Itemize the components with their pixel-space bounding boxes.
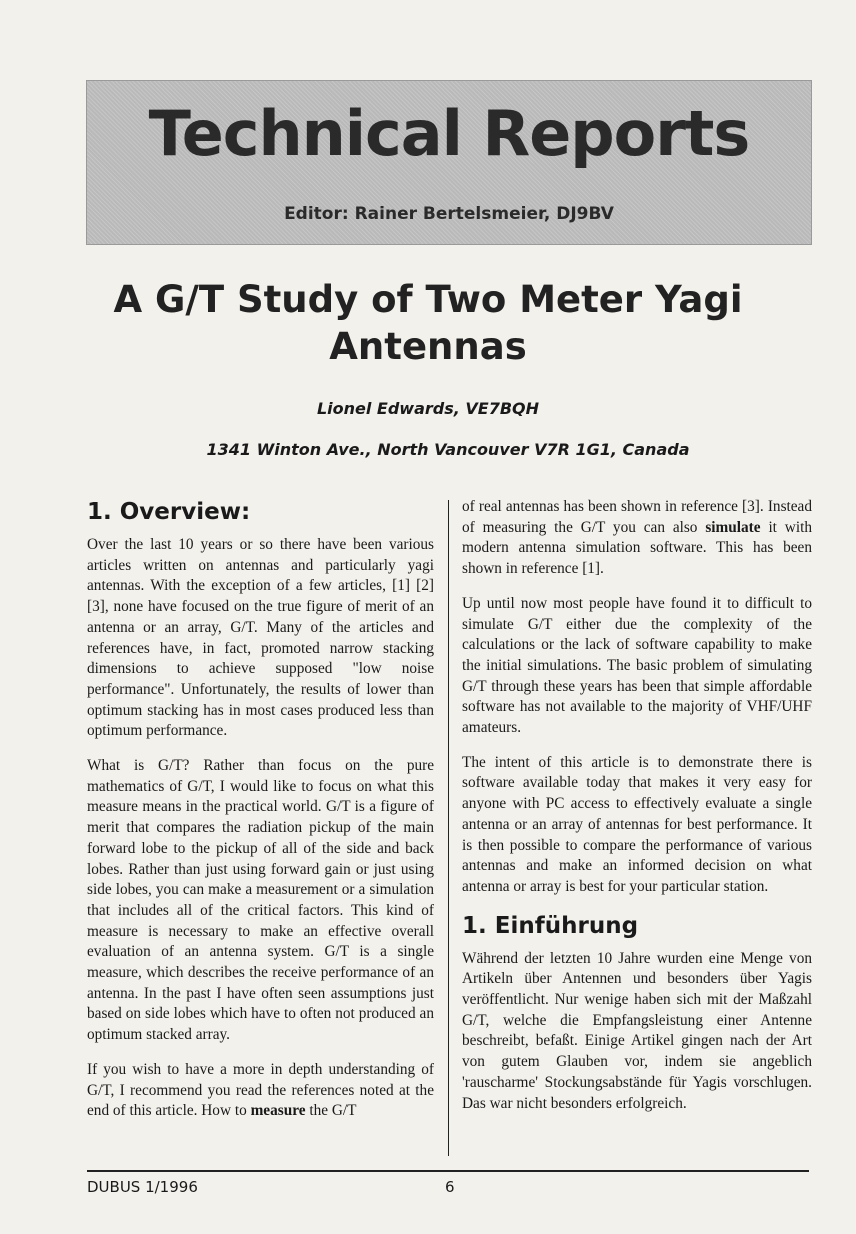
overview-p3-start: If you wish to have a more in depth understanding of G/T, I recommend you read the references noted at the end of this article. How to [87, 1060, 434, 1120]
overview-heading: 1. Overview: [87, 499, 251, 525]
article-address: 1341 Winton Ave., North Vancouver V7R 1G1, Canada [206, 440, 690, 459]
einfuehrung-heading: 1. Einführung [462, 912, 639, 939]
right-paragraph-1 [462, 497, 812, 580]
overview-paragraph-1: Over the last 10 years or so there have been various articles written on antennas and particularly yagi antennas. With the exception of a few articles, [1] [2] [3], none have focused on the true figure of merit of an antenna or an array, G/T. Many of the articles and references have, in fact, promoted narrow stacking dimensions to achieve supposed "low noise performance". Unfortunately, the results of lower than optimum stacking has in most cases produced less than optimum performance. [87, 536, 434, 740]
right-paragraph-2: Up until now most people have found it to difficult to simulate G/T either due the complexity of the calculations or the lack of software capability to make the initial simulations. The basic problem of simulating G/T through these years has been that simple affordable software has not available to the majority of VHF/UHF amateurs. [462, 594, 812, 737]
footer-issue: DUBUS 1/1996 [87, 1178, 198, 1196]
column-divider [448, 500, 449, 1156]
einfuehrung-paragraph: Während der letzten 10 Jahre wurden eine Menge von Artikeln über Antennen und besonders über Yagis veröffentlicht. Nur wenige haben sich mit der Maßzahl G/T, welche die Empfangsleistung einer Antenne beschreibt, befaßt. Einige Artikel gingen nach der Art von gutem Glauben vor, indem sie angeblich 'rauscharme' Stockungsabstände für Yagis vorschlugen. Das war nicht besonders erfolgreich. [462, 949, 812, 1112]
right-paragraph-3: The intent of this article is to demonstrate there is software available today that makes it very easy for anyone with PC access to effectively evaluate a single antenna or an array of antennas for best performance. It is then possible to compare the performance of various antennas and make an informed decision on what antenna or array is best for your particular station. [462, 753, 812, 895]
article-author: Lionel Edwards, VE7BQH [316, 399, 540, 418]
overview-paragraph-2: What is G/T? Rather than focus on the pure mathematics of G/T, I would like to focus on what this measure means in the practical world. G/T is a figure of merit that compares the radiation pickup of the main forward lobe to the pickup of all of the side and back lobes. Rather than just using forward gain or just using side lobes, you can make a measurement or a simulation that includes all of the critical factors. This kind of measure is necessary to make an effective overall evaluation of an antenna system. G/T is a single measure, which describes the receive performance of an antenna. In the past I have often seen assumptions just based on side lobes which have to often not produced an optimum stacked array. [87, 757, 434, 1044]
left-column [87, 498, 434, 1122]
right-p1-bold: simulate [705, 518, 761, 536]
article-title: A G/T Study of Two Meter Yagi Antennas [113, 278, 743, 368]
overview-p3-end: the G/T [309, 1102, 357, 1120]
right-column [462, 497, 812, 1114]
right-p1-end: it with modern antenna simulation software. This has been shown in reference [1]. [462, 518, 812, 578]
overview-paragraph-3 [87, 1060, 434, 1122]
banner-editor: Editor: Rainer Bertelsmeier, DJ9BV [284, 204, 614, 224]
footer-page-number: 6 [445, 1178, 455, 1196]
footer-rule [87, 1170, 809, 1172]
banner-title: Technical Reports [148, 97, 750, 170]
overview-p3-bold: measure [250, 1102, 306, 1120]
right-p1-start: of real antennas has been shown in reference [3]. Instead of measuring the G/T you can also [462, 498, 812, 536]
technical-reports-banner [86, 80, 812, 245]
